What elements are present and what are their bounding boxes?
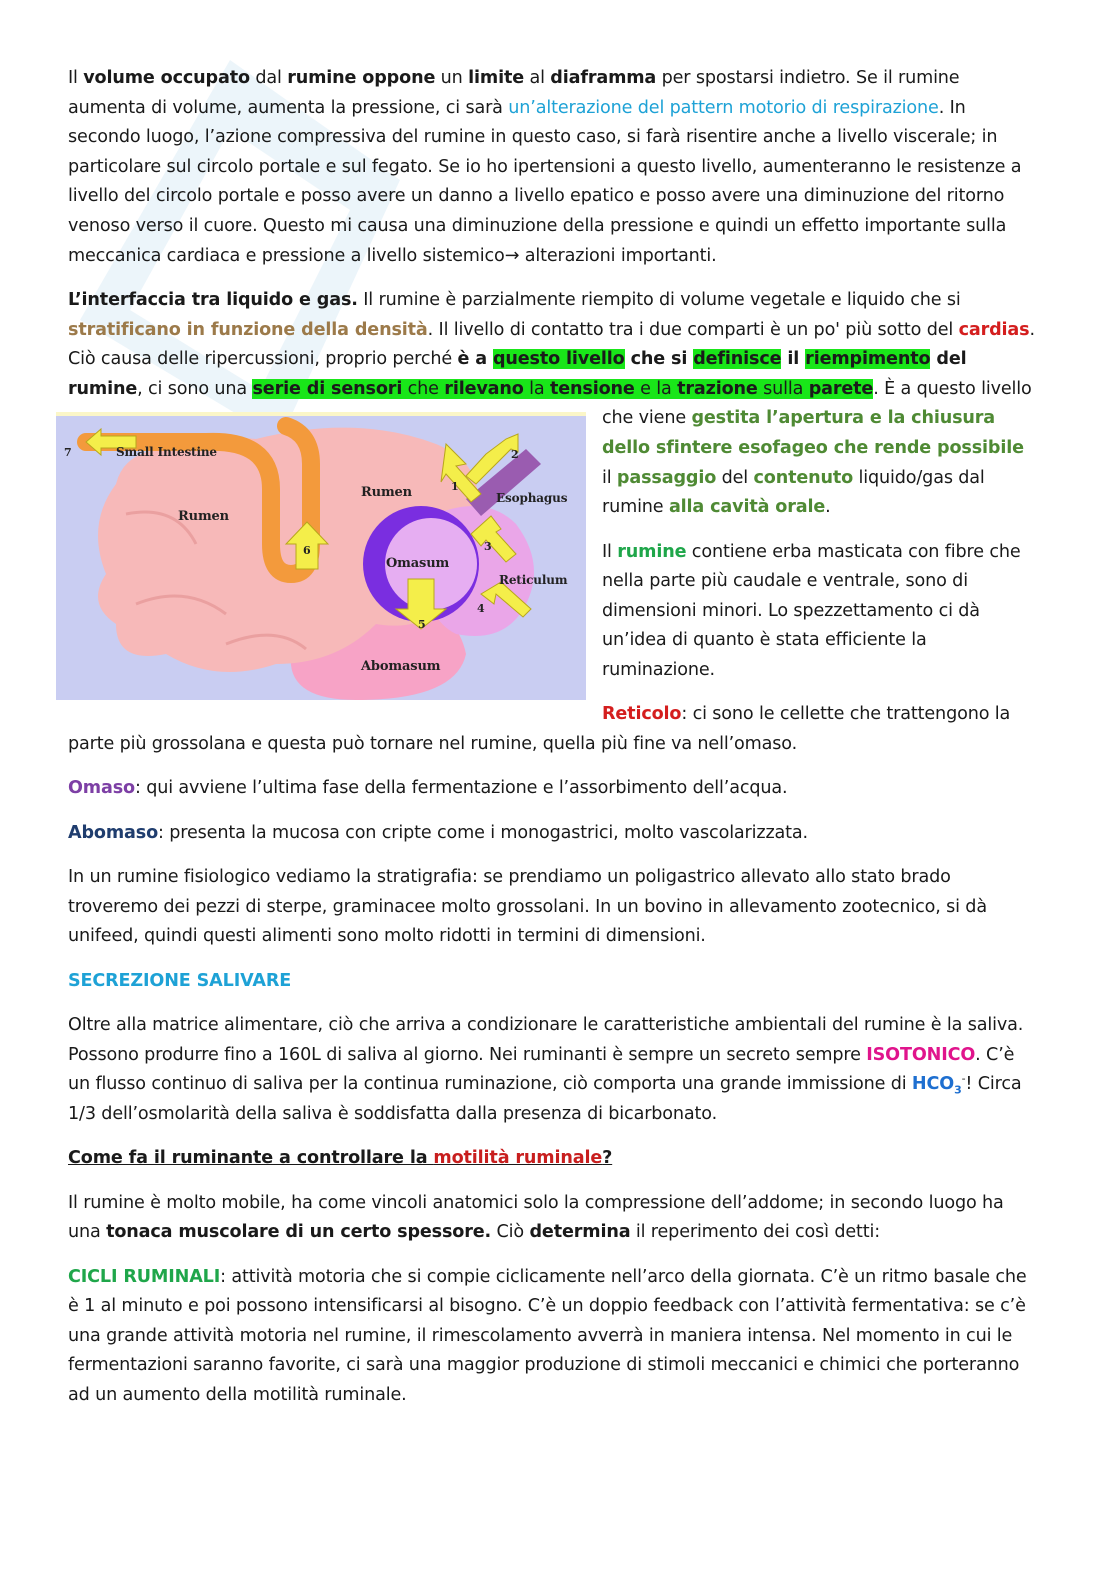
link-respiration-pattern: un’alterazione del pattern motorio di respirazione [508, 97, 939, 118]
svg-text:5: 5 [418, 618, 426, 632]
paragraph-stratigrafia: In un rumine fisiologico vediamo la stratigrafia: se prendiamo un poligastrico allevato allo stato brado troveremo dei pezzi di sterpe, graminacee molto grossolani. In un bovino in allevamento zootecnico, si dà unifeed, quindi questi alimenti sono molto ridotti in termini di dimensioni. [68, 867, 987, 947]
paragraph-rumine: Il rumine contiene erba masticata con fibre che nella parte più caudale e ventrale, sono di dimensioni minori. Lo spezzettamento ci dà un’idea di quanto è stata efficiente la ruminazione. [602, 541, 1021, 680]
heading-motilita: Come fa il ruminante a controllare la motilità ruminale? [68, 1148, 613, 1169]
svg-text:2: 2 [511, 448, 519, 462]
svg-text:7: 7 [64, 446, 72, 460]
paragraph-respiration: Il volume occupato dal rumine oppone un limite al diaframma per spostarsi indietro. Se il rumine aumenta di volume, aumenta la pressione, ci sarà un’alterazione del pattern motorio di respirazione. In secondo luogo, l’azione compressiva del rumine in questo caso, si farà risentire anche a livello viscerale; in particolare sul circolo portale e sul fegato. Se io ho ipertensioni a questo livello, aumenteranno le resistenze a livello del circolo portale e posso avere un danno a livello epatico e posso avere una diminuzione del ritorno venoso verso il cuore. Questo mi causa una diminuzione della pressione e quindi un effetto importante sulla meccanica cardiaca e pressione a livello sistemico→ alterazioni importanti. [68, 68, 1022, 266]
document-body [64, 64, 1036, 1425]
svg-text:1: 1 [451, 480, 459, 494]
paragraph-mobilita: Il rumine è molto mobile, ha come vincoli anatomici solo la compressione dell’addome; in secondo luogo ha una tonaca muscolare di un certo spessore. Ciò determina il reperimento dei così detti: [68, 1192, 1004, 1243]
paragraph-saliva: Oltre alla matrice alimentare, ciò che arriva a condizionare le caratteristiche ambientali del rumine è la saliva. Possono produrre fino a 160L di saliva al giorno. Nei ruminanti è sempre un secreto sempre ISOTONICO. C’è un flusso continuo di saliva per la continua ruminazione, ciò comporta una grande immissione di $HCO_3^-$! Circa 1/3 dell’osmolarità della saliva è soddisfatta dalla presenza di bicarbonato. [68, 1015, 1024, 1124]
label-rumen-top: Rumen [361, 485, 412, 501]
label-small-intestine: Small Intestine [116, 445, 217, 460]
paragraph-cicli-ruminali: CICLI RUMINALI: attività motoria che si compie ciclicamente nell’arco della giornata. C’è un ritmo basale che è 1 al minuto e poi possono intensificarsi al bisogno. C’è un doppio feedback con l’attività fermentativa: se c’è una grande attività motoria nel rumine, il rimescolamento avverrà in maniera intensa. Nel momento in cui le fermentazioni saranno favorite, ci sarà una maggior produzione di stimoli meccanici e chimici che porteranno ad un aumento della motilità ruminale. [68, 1266, 1027, 1405]
svg-text:6: 6 [303, 544, 311, 558]
label-omasum: Omasum [386, 556, 450, 572]
svg-text:4: 4 [477, 602, 485, 616]
arrow-icon: → [504, 245, 520, 266]
paragraph-abomaso: Abomaso: presenta la mucosa con cripte come i monogastrici, molto vascolarizzata. [68, 822, 809, 843]
paragraph-interface: L’interfaccia tra liquido e gas. Il rumine è parzialmente riempito di volume vegetale e liquido che si stratificano in funzione della densità. Il livello di contatto tra i due comparti è un po' più sotto del cardias. Ciò causa delle ripercussioni, proprio perché è a questo livello che si definisce il riempimento del rumine, ci sono una serie di sensori che rilevano la tensione e la trazione sulla parete. È a questo livello che viene Small Intestine 7 Rumen Rumen Esophagus Omasum Reticulum Abomasum 1 2 3 4 5 6 gestita l’apertura e la chiusura dello sfintere esofageo che rende possibile il passaggio del contenuto liquido/gas dal rumine alla cavità orale. [68, 286, 1036, 523]
svg-text:3: 3 [484, 540, 492, 554]
label-abomasum: Abomasum [361, 659, 441, 675]
paragraph-reticolo: Reticolo: ci sono le cellette che trattengono la parte più grossolana e questa può tornare nel rumine, quella più fine va nell’omaso. [68, 704, 1011, 754]
label-reticulum: Reticulum [499, 573, 568, 588]
stomach-diagram [56, 404, 586, 700]
heading-secrezione-salivare: SECREZIONE SALIVARE [68, 970, 292, 991]
label-rumen-left: Rumen [178, 509, 229, 525]
paragraph-omaso: Omaso: qui avviene l’ultima fase della fermentazione e l’assorbimento dell’acqua. [68, 778, 788, 799]
label-esophagus: Esophagus [496, 491, 568, 506]
